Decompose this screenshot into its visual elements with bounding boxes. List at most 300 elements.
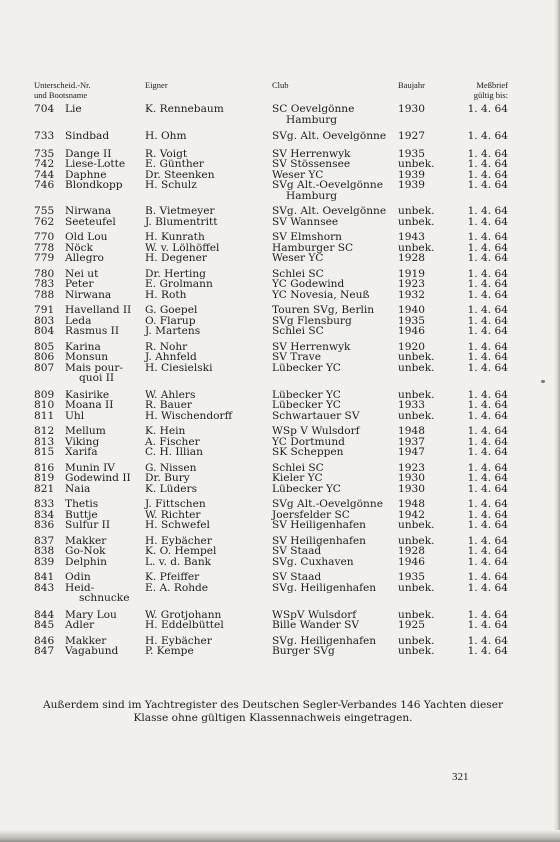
- build-year: unbek.: [398, 205, 435, 217]
- header-club-label: Club: [272, 80, 289, 90]
- boat-name-line: Karina: [65, 340, 101, 353]
- club-name-line: Weser YC: [272, 168, 324, 181]
- boat-name-line: Rasmus II: [65, 325, 120, 337]
- club-name: [272, 279, 344, 290]
- build-year: 1933: [398, 399, 425, 411]
- boat-name: [65, 473, 131, 484]
- table-row: [0, 206, 560, 217]
- club-name-line: SVg. Alt. Oevelgönne: [272, 130, 387, 142]
- boat-name: [65, 217, 116, 228]
- build-year: unbek.: [398, 519, 435, 531]
- header-measurement-certificate-label: Meßbrief: [476, 80, 508, 90]
- boat-name: [65, 180, 123, 191]
- club-name-line: Weser YC: [272, 252, 324, 264]
- boat-name-line: Sindbad: [65, 130, 110, 142]
- boat-name-line: schnucke: [79, 592, 130, 604]
- certificate-valid-until: 1. 4. 64: [467, 325, 508, 337]
- club-name-line: SV Herrenwyk: [272, 340, 351, 353]
- club-name-line: SV Trave: [272, 351, 321, 363]
- boat-name: [65, 546, 106, 557]
- build-year: unbek.: [398, 215, 435, 228]
- boat-name-line: Xarifa: [65, 446, 98, 458]
- boat-number: 813: [34, 435, 55, 448]
- table-row: [0, 363, 560, 384]
- boat-name-line: Godewind II: [65, 472, 131, 484]
- certificate-valid-until: 1. 4. 64: [467, 446, 508, 458]
- owner-name: H. Roth: [145, 288, 187, 301]
- build-year: 1937: [398, 435, 425, 448]
- boat-name-line: Daphne: [65, 168, 107, 181]
- boat-number: 770: [34, 231, 55, 243]
- boat-name-line: Sulfur II: [65, 519, 111, 531]
- owner-name: H. Degener: [145, 252, 207, 264]
- boat-number: 778: [34, 241, 55, 254]
- owner-name: H. Ohm: [145, 130, 187, 142]
- boat-name-line: Mais pour-: [65, 361, 123, 374]
- boat-name: [65, 279, 94, 290]
- boat-name: [65, 290, 111, 301]
- club-name: [272, 620, 359, 631]
- owner-name: L. v. d. Bank: [145, 555, 212, 568]
- boat-name: [65, 400, 113, 411]
- build-year: 1923: [398, 461, 425, 474]
- club-name: [272, 104, 354, 125]
- certificate-valid-until: 1. 4. 64: [467, 205, 508, 217]
- yacht-register-table: [0, 104, 560, 657]
- owner-name: O. Flarup: [145, 314, 196, 327]
- boat-name-line: Leda: [65, 314, 92, 327]
- build-year: 1946: [398, 555, 425, 568]
- boat-name-line: Nöck: [65, 241, 93, 254]
- owner-name: P. Kempe: [145, 645, 194, 657]
- build-year: 1930: [398, 103, 425, 115]
- build-year: 1930: [398, 472, 425, 484]
- certificate-valid-until: 1. 4. 64: [467, 461, 508, 474]
- boat-name-line: Vagabund: [65, 645, 119, 657]
- table-row: [0, 131, 560, 142]
- build-year: 1947: [398, 446, 425, 458]
- club-name: [272, 253, 323, 264]
- boat-number: 733: [34, 130, 55, 142]
- owner-name: H. Eybächer: [145, 534, 212, 547]
- boat-number: 847: [34, 645, 55, 657]
- club-name: [272, 546, 321, 557]
- boat-number: 837: [34, 534, 55, 547]
- boat-number: 811: [34, 409, 55, 422]
- boat-number: 780: [34, 267, 55, 280]
- boat-name: [65, 426, 106, 437]
- boat-number: 846: [34, 634, 55, 647]
- boat-name-line: Mary Lou: [65, 608, 117, 621]
- club-name: [272, 499, 383, 510]
- boat-number: 807: [34, 361, 55, 374]
- boat-number: 704: [34, 103, 55, 115]
- boat-number: 762: [34, 215, 55, 228]
- owner-name: K. O. Hempel: [145, 545, 217, 557]
- club-name-line: Lübecker YC: [272, 388, 341, 401]
- certificate-valid-until: 1. 4. 64: [467, 361, 508, 374]
- boat-name-line: Peter: [65, 278, 94, 290]
- club-name: [272, 180, 383, 201]
- certificate-valid-until: 1. 4. 64: [467, 103, 508, 115]
- owner-name: A. Fischer: [145, 435, 200, 448]
- boat-name: [65, 363, 123, 384]
- build-year: unbek.: [398, 534, 435, 547]
- club-name-line: SVg. Heiligenhafen: [272, 581, 377, 594]
- boat-name-line: Naia: [65, 482, 91, 495]
- boat-name: [65, 305, 131, 316]
- certificate-valid-until: 1. 4. 64: [467, 571, 508, 583]
- table-row: [0, 352, 560, 363]
- boat-name-line: Nei ut: [65, 267, 99, 280]
- owner-name: G. Goepel: [145, 304, 198, 316]
- boat-name-line: Moana II: [65, 399, 114, 411]
- build-year: 1923: [398, 278, 425, 290]
- club-name-line: YC Godewind: [272, 278, 345, 290]
- boat-name-line: Nirwana: [65, 205, 112, 217]
- table-row: [0, 180, 560, 201]
- boat-number: 836: [34, 519, 55, 531]
- certificate-valid-until: 1. 4. 64: [467, 645, 508, 657]
- boat-name-line: Seeteufel: [65, 215, 116, 228]
- table-row: [0, 400, 560, 411]
- club-name: [272, 646, 335, 657]
- boat-name: [65, 131, 109, 142]
- boat-name-line: Allegro: [65, 252, 104, 264]
- club-name: [272, 131, 386, 142]
- certificate-valid-until: 1. 4. 64: [467, 409, 508, 422]
- club-name-line: Joersfelder SC: [272, 508, 350, 521]
- boat-number: 746: [34, 179, 55, 191]
- club-name-line: SV Staad: [272, 571, 322, 583]
- boat-number: 806: [34, 351, 55, 363]
- club-name-line: SV Staad: [272, 545, 322, 557]
- club-name-line: SV Wannsee: [272, 215, 339, 228]
- boat-name-line: Lie: [65, 103, 82, 115]
- club-name-line: SV Stössensee: [272, 158, 351, 170]
- club-name: [272, 206, 386, 217]
- club-name: [272, 352, 321, 363]
- certificate-valid-until: 1. 4. 64: [467, 179, 508, 191]
- club-name-line: Hamburger SC: [272, 241, 354, 254]
- club-name: [272, 583, 376, 594]
- club-name: [272, 411, 359, 422]
- table-row: [0, 520, 560, 531]
- table-row: [0, 159, 560, 170]
- certificate-valid-until: 1. 4. 64: [467, 555, 508, 568]
- table-row: [0, 290, 560, 301]
- certificate-valid-until: 1. 4. 64: [467, 608, 508, 621]
- owner-name: R. Nohr: [145, 340, 188, 353]
- certificate-valid-until: 1. 4. 64: [467, 545, 508, 557]
- owner-name: W. Ahlers: [145, 388, 196, 401]
- club-name-line: Bille Wander SV: [272, 619, 360, 631]
- build-year: 1919: [398, 267, 425, 280]
- table-row: [0, 326, 560, 337]
- boat-name: [65, 411, 84, 422]
- owner-name: R. Bauer: [145, 399, 192, 411]
- owner-name: H. Eybächer: [145, 634, 212, 647]
- table-row: [0, 546, 560, 557]
- header-valid-until: [452, 80, 508, 100]
- build-year: 1925: [398, 619, 425, 631]
- table-row: [0, 557, 560, 568]
- boat-name-line: Old Lou: [65, 231, 108, 243]
- footer-note: Außerdem sind im Yachtregister des Deutschen Segler-Verbandes 146 Yachten dieser Klasse ohne gültigen Klassennachweis eingetragen.: [42, 699, 504, 724]
- boat-name-line: Delphin: [65, 555, 107, 568]
- build-year: 1943: [398, 231, 425, 243]
- club-name-line: SV Herrenwyk: [272, 147, 351, 160]
- boat-name: [65, 159, 125, 170]
- header-number-label: Unterscheid.-Nr.: [34, 80, 91, 90]
- build-year: 1948: [398, 425, 425, 437]
- club-name-line: Hamburg: [286, 189, 338, 202]
- certificate-valid-until: 1. 4. 64: [467, 425, 508, 437]
- club-name-line: SV Elmshorn: [272, 231, 342, 243]
- owner-name: E. Günther: [145, 158, 204, 170]
- club-name-line: SVg. Alt. Oevelgönne: [272, 205, 387, 217]
- boat-name: [65, 326, 119, 337]
- boat-number: 803: [34, 314, 55, 327]
- owner-name: J. Ahnfeld: [145, 351, 197, 363]
- club-name: [272, 447, 343, 458]
- certificate-valid-until: 1. 4. 64: [467, 472, 508, 484]
- boat-name: [65, 447, 98, 458]
- club-name-line: Schlei SC: [272, 325, 324, 337]
- certificate-valid-until: 1. 4. 64: [467, 147, 508, 160]
- boat-number: 783: [34, 278, 55, 290]
- table-row: [0, 411, 560, 422]
- build-year: unbek.: [398, 351, 435, 363]
- boat-number: 735: [34, 147, 55, 160]
- owner-name: W. Richter: [145, 508, 201, 521]
- owner-name: H. Wischendorff: [145, 409, 233, 422]
- table-row: [0, 232, 560, 243]
- build-year: 1928: [398, 252, 425, 264]
- boat-name-line: Adler: [65, 619, 95, 631]
- table-row: [0, 646, 560, 657]
- club-name-line: SVg Flensburg: [272, 314, 352, 327]
- boat-name-line: quoi II: [79, 372, 115, 384]
- club-name-line: SVg. Cuxhaven: [272, 555, 354, 568]
- build-year: 1932: [398, 288, 425, 301]
- club-name: [272, 305, 374, 316]
- club-name-line: SC Oevelgönne: [272, 103, 355, 115]
- table-row: [0, 305, 560, 316]
- boat-name: [65, 232, 107, 243]
- boat-number: 815: [34, 446, 55, 458]
- owner-name: K. Hein: [145, 425, 186, 437]
- owner-name: H. Ciesielski: [145, 361, 213, 374]
- certificate-valid-until: 1. 4. 64: [467, 498, 508, 510]
- header-boatname-label: und Bootsname: [34, 90, 88, 100]
- club-name-line: WSpV Wulsdorf: [272, 608, 357, 621]
- boat-number: 804: [34, 325, 55, 337]
- club-name-line: SVg. Heiligenhafen: [272, 634, 377, 647]
- club-name-line: Schlei SC: [272, 461, 324, 474]
- owner-name: R. Voigt: [145, 147, 188, 160]
- owner-name: Dr. Bury: [145, 472, 190, 484]
- header-owner-label: Eigner: [145, 80, 168, 90]
- build-year: 1927: [398, 130, 425, 142]
- build-year: unbek.: [398, 241, 435, 254]
- certificate-valid-until: 1. 4. 64: [467, 231, 508, 243]
- build-year: unbek.: [398, 634, 435, 647]
- owner-name: H. Kunrath: [145, 231, 205, 243]
- club-name-line: SV Heiligenhafen: [272, 534, 366, 547]
- boat-number: 834: [34, 508, 55, 521]
- boat-number: 788: [34, 288, 55, 301]
- club-name-line: Touren SVg, Berlin: [272, 304, 375, 316]
- boat-number: 839: [34, 555, 55, 568]
- club-name: [272, 520, 366, 531]
- club-name: [272, 484, 341, 495]
- build-year: unbek.: [398, 409, 435, 422]
- certificate-valid-until: 1. 4. 64: [467, 168, 508, 181]
- boat-name: [65, 352, 108, 363]
- build-year: 1939: [398, 179, 425, 191]
- certificate-valid-until: 1. 4. 64: [467, 130, 508, 142]
- table-row: [0, 620, 560, 631]
- boat-name: [65, 583, 129, 604]
- certificate-valid-until: 1. 4. 64: [467, 252, 508, 264]
- build-year: unbek.: [398, 388, 435, 401]
- club-name: [272, 290, 370, 301]
- boat-name-line: Buttje: [65, 508, 98, 521]
- owner-name: C. H. Illian: [145, 446, 203, 458]
- certificate-valid-until: 1. 4. 64: [467, 435, 508, 448]
- scan-bottom-shadow: [0, 830, 560, 842]
- boat-name-line: Odin: [65, 571, 91, 583]
- boat-name: [65, 520, 110, 531]
- boat-number: 843: [34, 581, 55, 594]
- boat-number: 791: [34, 304, 55, 316]
- table-row: [0, 217, 560, 228]
- club-name-line: SVg Alt.-Oevelgönne: [272, 498, 383, 510]
- club-name-line: SVg Alt.-Oevelgönne: [272, 179, 383, 191]
- club-name: [272, 400, 341, 411]
- club-name-line: Schlei SC: [272, 267, 324, 280]
- club-name: [272, 572, 321, 583]
- owner-name: H. Schulz: [145, 179, 197, 191]
- club-name-line: Lübecker YC: [272, 399, 341, 411]
- boat-number: 841: [34, 571, 55, 583]
- owner-name: K. Lüders: [145, 482, 198, 495]
- certificate-valid-until: 1. 4. 64: [467, 534, 508, 547]
- boat-name: [65, 484, 90, 495]
- certificate-valid-until: 1. 4. 64: [467, 304, 508, 316]
- boat-name-line: Nirwana: [65, 288, 112, 301]
- certificate-valid-until: 1. 4. 64: [467, 519, 508, 531]
- boat-name: [65, 557, 107, 568]
- boat-number: 755: [34, 205, 55, 217]
- club-name: [272, 217, 338, 228]
- table-row: [0, 583, 560, 604]
- owner-name: J. Martens: [145, 325, 201, 337]
- header-valid-label: gültig bis:: [473, 90, 508, 100]
- boat-number: 742: [34, 158, 55, 170]
- boat-number: 805: [34, 340, 55, 353]
- boat-name: [65, 572, 91, 583]
- owner-name: Dr. Steenken: [145, 168, 215, 181]
- boat-number: 838: [34, 545, 55, 557]
- build-year: 1935: [398, 571, 425, 583]
- club-name: [272, 159, 350, 170]
- club-name-line: Schwartauer SV: [272, 409, 360, 422]
- boat-name: [65, 253, 104, 264]
- boat-name-line: Makker: [65, 534, 107, 547]
- build-year: 1920: [398, 340, 425, 353]
- certificate-valid-until: 1. 4. 64: [467, 351, 508, 363]
- table-row: [0, 484, 560, 495]
- boat-number: 844: [34, 608, 55, 621]
- build-year: 1935: [398, 314, 425, 327]
- owner-name: Dr. Herting: [145, 267, 206, 280]
- boat-name-line: Havelland II: [65, 304, 132, 316]
- certificate-valid-until: 1. 4. 64: [467, 215, 508, 228]
- boat-number: 812: [34, 425, 55, 437]
- boat-number: 821: [34, 482, 55, 495]
- boat-name-line: Heid-: [65, 581, 95, 594]
- boat-name-line: Dange II: [65, 147, 112, 160]
- owner-name: J. Blumentritt: [145, 215, 218, 228]
- build-year: 1948: [398, 498, 425, 510]
- certificate-valid-until: 1. 4. 64: [467, 508, 508, 521]
- build-year: 1940: [398, 304, 425, 316]
- club-name: [272, 326, 324, 337]
- boat-number: 819: [34, 472, 55, 484]
- table-row: [0, 572, 560, 583]
- club-name-line: SK Scheppen: [272, 446, 344, 458]
- owner-name: B. Vietmeyer: [145, 205, 215, 217]
- certificate-valid-until: 1. 4. 64: [467, 634, 508, 647]
- build-year: 1930: [398, 482, 425, 495]
- boat-name: [65, 104, 82, 115]
- owner-name: E. A. Rohde: [145, 581, 209, 594]
- club-name: [272, 426, 360, 437]
- certificate-valid-until: 1. 4. 64: [467, 340, 508, 353]
- boat-name-line: Viking: [65, 435, 100, 448]
- build-year: unbek.: [398, 581, 435, 594]
- owner-name: H. Schwefel: [145, 519, 210, 531]
- boat-name-line: Kasirike: [65, 388, 110, 401]
- boat-name: [65, 499, 98, 510]
- club-name: [272, 557, 354, 568]
- certificate-valid-until: 1. 4. 64: [467, 241, 508, 254]
- boat-number: 809: [34, 388, 55, 401]
- boat-name-line: Munin IV: [65, 461, 115, 474]
- boat-name-line: Go-Nok: [65, 545, 106, 557]
- certificate-valid-until: 1. 4. 64: [467, 314, 508, 327]
- page-number: 321: [452, 771, 469, 783]
- build-year: unbek.: [398, 361, 435, 374]
- certificate-valid-until: 1. 4. 64: [467, 399, 508, 411]
- build-year: 1935: [398, 147, 425, 160]
- boat-name-line: Uhl: [65, 409, 85, 422]
- boat-number: 833: [34, 498, 55, 510]
- boat-name: [65, 620, 94, 631]
- owner-name: K. Rennebaum: [145, 103, 224, 115]
- club-name: [272, 473, 323, 484]
- table-row: [0, 253, 560, 264]
- table-row: [0, 104, 560, 125]
- build-year: unbek.: [398, 645, 435, 657]
- club-name: [272, 232, 342, 243]
- owner-name: E. Grolmann: [145, 278, 213, 290]
- owner-name: H. Eddelbüttel: [145, 619, 224, 631]
- boat-name: [65, 646, 118, 657]
- club-name-line: WSp V Wulsdorf: [272, 425, 360, 437]
